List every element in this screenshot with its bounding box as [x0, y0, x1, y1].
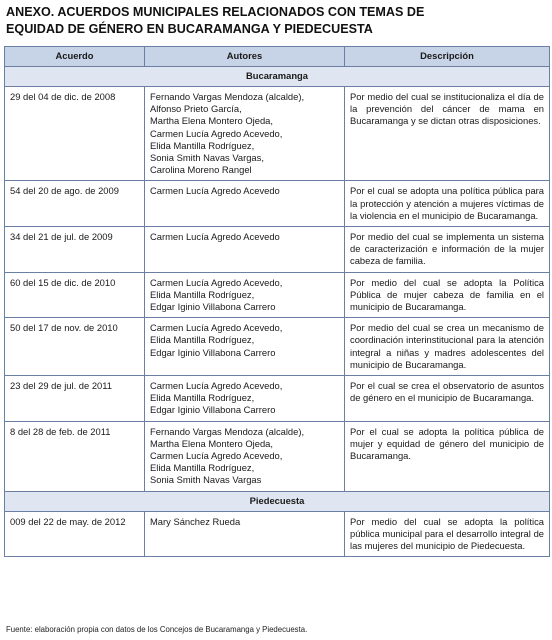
document-title: [6, 4, 546, 38]
author-name: Edgar Iginio Villabona Carrero: [150, 346, 276, 358]
author-name: Carmen Lucía Agredo Acevedo,: [150, 380, 283, 392]
author-name: Sonia Smith Navas Vargas: [150, 474, 262, 486]
author-name: Martha Elena Montero Ojeda,: [150, 115, 273, 127]
author-name: Martha Elena Montero Ojeda,: [150, 437, 273, 449]
header-autores: Autores: [145, 47, 345, 67]
table-row: [5, 272, 550, 318]
author-name: Carmen Lucía Agredo Acevedo,: [150, 450, 283, 462]
author-name: Carmen Lucía Agredo Acevedo: [150, 185, 280, 197]
table-row: [5, 421, 550, 491]
descripcion-cell: Por medio del cual se adopta la Política Pública de mujer cabeza de familia en el municipio de Bucaramanga.: [345, 272, 550, 318]
table-header-row: [5, 47, 550, 67]
acuerdo-cell: 009 del 22 de may. de 2012: [5, 511, 145, 557]
acuerdo-cell: 8 del 28 de feb. de 2011: [5, 421, 145, 491]
table-row: [5, 227, 550, 273]
acuerdo-cell: 50 del 17 de nov. de 2010: [5, 318, 145, 376]
title-line-1: ANEXO. ACUERDOS MUNICIPALES RELACIONADOS CON TEMAS DE: [6, 5, 425, 19]
autores-cell: [145, 421, 345, 491]
autores-cell: [145, 511, 345, 557]
autores-cell: [145, 272, 345, 318]
header-descripcion: Descripción: [345, 47, 550, 67]
source-footnote: Fuente: elaboración propia con datos de los Concejos de Bucaramanga y Piedecuesta.: [6, 625, 308, 634]
table-row: [5, 181, 550, 227]
descripcion-cell: Por el cual se adopta la política pública de mujer y equidad de género del municipio de Bucaramanga.: [345, 421, 550, 491]
autores-cell: [145, 227, 345, 273]
descripcion-cell: Por medio del cual se adopta la política pública municipal para el desarrollo integral de las mujeres del municipio de Piedecuesta.: [345, 511, 550, 557]
author-name: Carmen Lucía Agredo Acevedo: [150, 231, 280, 243]
author-name: Fernando Vargas Mendoza (alcalde),: [150, 91, 305, 102]
descripcion-cell: Por el cual se adopta una política pública para la protección y atención a mujeres víctimas de la violencia en el municipio de Bucaramanga.: [345, 181, 550, 227]
author-name: Carmen Lucía Agredo Acevedo,: [150, 322, 283, 334]
author-name: Carmen Lucía Agredo Acevedo,: [150, 276, 283, 288]
descripcion-cell: Por medio del cual se crea un mecanismo de coordinación interinstitucional para la atención integral a niñas y madres adolescentes del municipio de Bucaramanga.: [345, 318, 550, 376]
title-line-2: EQUIDAD DE GÉNERO EN BUCARAMANGA Y PIEDECUESTA: [6, 22, 373, 36]
author-name: Sonia Smith Navas Vargas,: [150, 152, 264, 164]
author-name: Carmen Lucía Agredo Acevedo,: [150, 127, 283, 139]
section-label: Piedecuesta: [5, 491, 550, 511]
section-row-bucaramanga: [5, 67, 550, 87]
section-row-piedecuesta: [5, 491, 550, 511]
table-row: [5, 318, 550, 376]
section-label: Bucaramanga: [5, 67, 550, 87]
acuerdo-cell: 23 del 29 de jul. de 2011: [5, 376, 145, 422]
author-name: Elida Mantilla Rodríguez,: [150, 462, 255, 474]
author-name: Carolina Moreno Rangel: [150, 164, 252, 176]
table-row: [5, 511, 550, 557]
autores-cell: [145, 318, 345, 376]
author-name: Edgar Iginio Villabona Carrero: [150, 404, 276, 416]
acuerdo-cell: 29 del 04 de dic. de 2008: [5, 87, 145, 181]
acuerdo-cell: 34 del 21 de jul. de 2009: [5, 227, 145, 273]
author-name: Elida Mantilla Rodríguez,: [150, 288, 255, 300]
author-name: Mary Sánchez Rueda: [150, 515, 241, 527]
agreements-table: [4, 46, 550, 557]
author-name: Edgar Iginio Villabona Carrero: [150, 301, 276, 313]
author-name: Elida Mantilla Rodríguez,: [150, 334, 255, 346]
autores-cell: [145, 376, 345, 422]
author-name: Alfonso Prieto García,: [150, 103, 242, 115]
table-row: [5, 87, 550, 181]
author-name: Fernando Vargas Mendoza (alcalde),: [150, 425, 305, 437]
acuerdo-cell: 60 del 15 de dic. de 2010: [5, 272, 145, 318]
table-row: [5, 376, 550, 422]
author-name: Elida Mantilla Rodríguez,: [150, 139, 255, 151]
descripcion-cell: Por el cual se crea el observatorio de asuntos de género en el municipio de Bucaramanga.: [345, 376, 550, 422]
acuerdo-cell: 54 del 20 de ago. de 2009: [5, 181, 145, 227]
autores-cell: [145, 181, 345, 227]
author-name: Elida Mantilla Rodríguez,: [150, 392, 255, 404]
descripcion-cell: Por medio del cual se implementa un sistema de caracterización e información de la mujer cabeza de familia.: [345, 227, 550, 273]
descripcion-cell: Por medio del cual se institucionaliza el día de la prevención del cáncer de mama en Bucaramanga y se dictan otras disposiciones.: [345, 87, 550, 181]
autores-cell: [145, 87, 345, 181]
header-acuerdo: Acuerdo: [5, 47, 145, 67]
